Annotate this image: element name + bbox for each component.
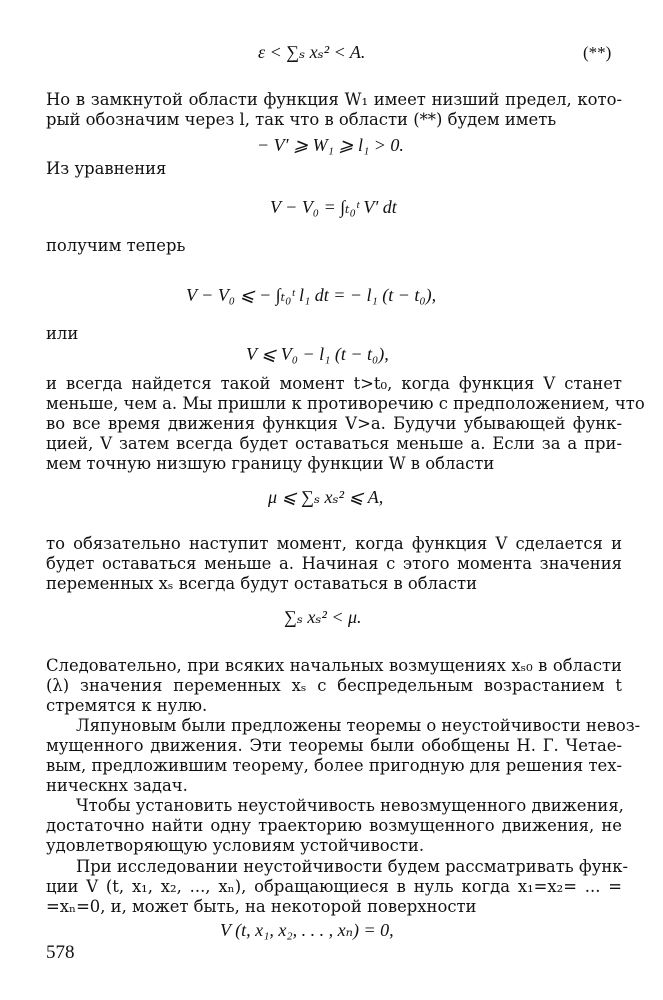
text-line: мущенного движения. Эти теоремы были обобщены Н. Г. Четае- [46, 736, 622, 755]
text-line: меньше, чем a. Мы пришли к противоречию с предположением, что [46, 394, 645, 413]
text-line: и всегда найдется такой момент t>t₀, когда функция V станет [46, 374, 622, 393]
formula-v-bound: V ⩽ V₀ − l₁ (t − t₀), [246, 344, 389, 364]
text-line: то обязательно наступит момент, когда функция V сделается и [46, 534, 622, 553]
formula-surface: V (t, x₁, x₂, . . . , xₙ) = 0, [220, 920, 394, 940]
text-line: получим теперь [46, 236, 186, 255]
text-line: ническнх задач. [46, 776, 188, 795]
page-number: 578 [46, 942, 75, 963]
formula-integral-v-prime: V − V₀ = ∫ₜ₀ᵗ V′ dt [270, 197, 397, 217]
text-line: во все время движения функция V>a. Будучи убывающей функ- [46, 414, 622, 433]
text-line: или [46, 324, 79, 343]
text-line: мем точную низшую границу функции W в области [46, 454, 495, 473]
text-line: =xₙ=0, и, может быть, на некоторой поверхности [46, 897, 477, 916]
formula-sum-less-mu: ∑ₛ xₛ² < μ. [284, 607, 362, 627]
text-line: Ляпуновым были предложены теоремы о неустойчивости невоз- [76, 716, 641, 735]
text-line: При исследовании неустойчивости будем рассматривать функ- [76, 857, 629, 876]
text-line: Из уравнения [46, 159, 167, 178]
text-line: переменных xₛ всегда будут оставаться в области [46, 574, 478, 593]
formula-integral-l1: V − V₀ ⩽ − ∫ₜ₀ᵗ l₁ dt = − l₁ (t − t₀), [186, 285, 437, 305]
text-line: ции V (t, x₁, x₂, ..., xₙ), обращающиеся в нуль когда x₁=x₂= ... = [46, 877, 622, 896]
text-line: рый обозначим через l, так что в области (**) будем иметь [46, 110, 557, 129]
text-line: (λ) значения переменных xₛ с беспредельным возрастанием t [46, 676, 622, 695]
text-line: стремятся к нулю. [46, 696, 208, 715]
text-line: удовлетворяющую условиям устойчивости. [46, 836, 425, 855]
formula-mu-sum-a: μ ⩽ ∑ₛ xₛ² ⩽ A, [268, 487, 384, 507]
text-line: достаточно найти одну траекторию возмущенного движения, не [46, 816, 622, 835]
formula-inequality-chain: − V′ ⩾ W₁ ⩾ l₁ > 0. [257, 135, 404, 155]
text-line: вым, предложившим теорему, более пригодную для решения тех- [46, 756, 622, 775]
equation-tag: (**) [583, 43, 612, 62]
text-line: Чтобы установить неустойчивость невозмущенного движения, [76, 796, 624, 815]
text-line: Следовательно, при всяких начальных возмущениях xₛ₀ в области [46, 656, 622, 675]
text-line: Но в замкнутой области функция W₁ имеет низший предел, кото- [46, 90, 622, 109]
formula-epsilon-sum-a: ε < ∑ₛ xₛ² < A. [258, 42, 366, 62]
text-line: цией, V затем всегда будет оставаться меньше a. Если за a при- [46, 434, 622, 453]
text-line: будет оставаться меньше a. Начиная с этого момента значения [46, 554, 622, 573]
